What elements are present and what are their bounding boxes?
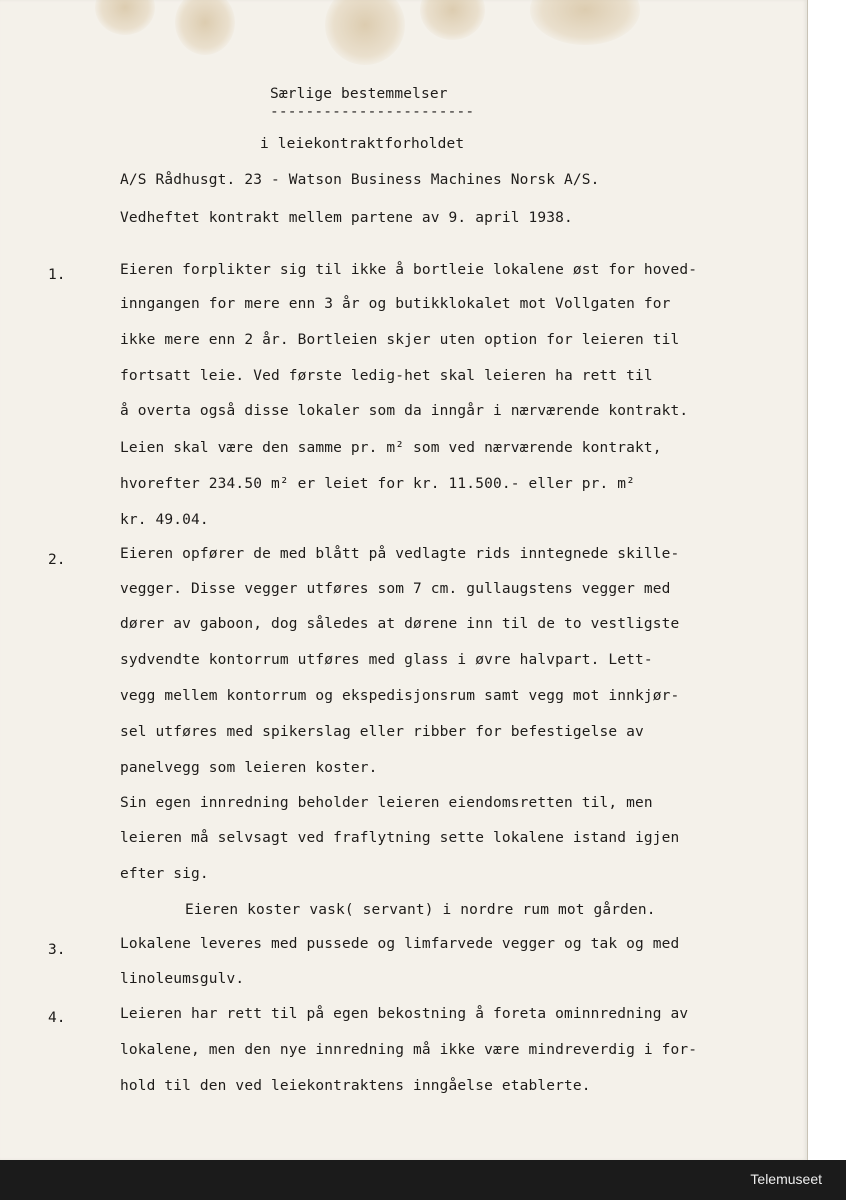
- section-line: lokalene, men den nye innredning må ikke være mindreverdig i for-: [120, 1042, 698, 1058]
- stain: [95, 0, 155, 35]
- heading: Særlige bestemmelser: [270, 86, 448, 102]
- section-line: Leien skal være den samme pr. m² som ved nærværende kontrakt,: [120, 440, 662, 456]
- section-line: sydvendte kontorrum utføres med glass i øvre halvpart. Lett-: [120, 652, 653, 668]
- section-line: vegg mellem kontorrum og ekspedisjonsrum samt vegg mot innkjør-: [120, 688, 680, 704]
- section-line: hold til den ved leiekontraktens inngåelse etablerte.: [120, 1078, 591, 1094]
- section-line: ikke mere enn 2 år. Bortleien skjer uten option for leieren til: [120, 332, 680, 348]
- section-line: sel utføres med spikerslag eller ribber for befestigelse av: [120, 724, 644, 740]
- section-line: Sin egen innredning beholder leieren eiendomsretten til, men: [120, 795, 653, 811]
- section-line: leieren må selvsagt ved fraflytning sette lokalene istand igjen: [120, 830, 680, 846]
- section-line: Lokalene leveres med pussede og limfarvede vegger og tak og med: [120, 936, 680, 952]
- section-line: kr. 49.04.: [120, 512, 209, 528]
- section-number: 3.: [48, 942, 66, 958]
- stain: [175, 0, 235, 55]
- section-line: Eieren opfører de med blått på vedlagte rids inntegnede skille-: [120, 546, 680, 562]
- heading-rule: -----------------------: [270, 104, 475, 120]
- section-line: Leieren har rett til på egen bekostning å foreta ominnredning av: [120, 1006, 689, 1022]
- section-line: dører av gaboon, dog således at dørene inn til de to vestligste: [120, 616, 680, 632]
- section-line: hvorefter 234.50 m² er leiet for kr. 11.500.- eller pr. m²: [120, 476, 636, 492]
- watermark-text: Telemuseet: [750, 1171, 822, 1187]
- section-number: 1.: [48, 267, 66, 283]
- stain: [325, 0, 405, 65]
- stain: [530, 0, 640, 45]
- section-line: å overta også disse lokaler som da inngår i nærværende kontrakt.: [120, 403, 689, 419]
- section-line: Eieren koster vask( servant) i nordre rum mot gården.: [185, 902, 656, 918]
- section-line: fortsatt leie. Ved første ledig-het skal leieren ha rett til: [120, 368, 653, 384]
- section-line: linoleumsgulv.: [120, 971, 245, 987]
- section-line: inngangen for mere enn 3 år og butikklokalet mot Vollgaten for: [120, 296, 671, 312]
- parties-line: A/S Rådhusgt. 23 - Watson Business Machines Norsk A/S.: [120, 172, 600, 188]
- stain: [420, 0, 485, 40]
- section-line: Eieren forplikter sig til ikke å bortleie lokalene øst for hoved-: [120, 262, 698, 278]
- section-number: 2.: [48, 552, 66, 568]
- reference-line: Vedheftet kontrakt mellem partene av 9. april 1938.: [120, 210, 573, 226]
- section-number: 4.: [48, 1010, 66, 1026]
- footer-bar: [0, 1160, 846, 1200]
- section-line: efter sig.: [120, 866, 209, 882]
- section-line: vegger. Disse vegger utføres som 7 cm. gullaugstens vegger med: [120, 581, 671, 597]
- section-line: panelvegg som leieren koster.: [120, 760, 378, 776]
- subheading: i leiekontraktforholdet: [260, 136, 465, 152]
